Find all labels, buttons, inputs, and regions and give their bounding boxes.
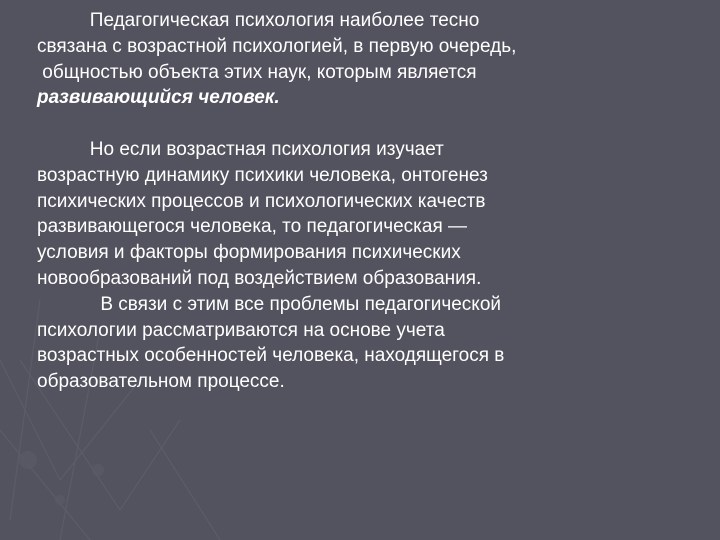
text-line: психических процессов и психологических качеств [37,190,486,212]
paragraph-3 [37,292,677,395]
paragraph-1 [37,8,677,111]
text-line: Педагогическая психология наиболее тесно [37,10,480,31]
text-line: психологии рассматриваются на основе учета [37,319,445,341]
text-line: условия и факторы формирования психических [37,242,461,264]
text-line: общностью объекта этих наук, которым является [37,61,477,83]
paragraph-2 [37,137,677,292]
text-line: образовательном процессе. [37,371,285,393]
text-line: развивающегося человека, то педагогическая — [37,216,468,238]
text-line: связана с возрастной психологией, в первую очередь, [37,35,517,57]
text-line: новообразований под воздействием образования. [37,267,482,289]
text-line: возрастную динамику психики человека, онтогенез [37,164,488,186]
text-line: В связи с этим все проблемы педагогической [37,293,501,315]
paragraph-spacer [37,111,677,137]
text-line: возрастных особенностей человека, находящегося в [37,345,505,367]
text-line: Но если возрастная психология изучает [37,138,444,160]
slide-body [37,8,677,395]
emphasis-text: развивающийся человек. [37,87,280,109]
